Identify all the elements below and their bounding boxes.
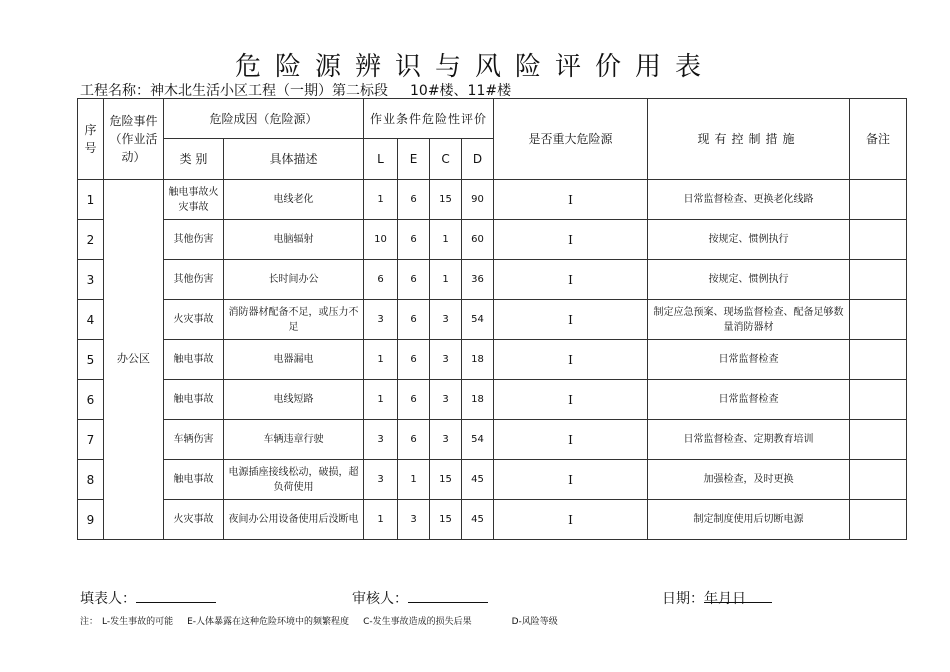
year-label: 年 <box>704 591 718 607</box>
row-control: 日常监督检查 <box>648 380 850 420</box>
row-seq: 5 <box>78 340 104 380</box>
row-category: 触电事故 <box>164 380 224 420</box>
table-row <box>78 300 907 340</box>
row-level: I <box>494 420 648 460</box>
row-C: 15 <box>430 460 462 500</box>
row-D: 54 <box>462 300 494 340</box>
row-C: 15 <box>430 180 462 220</box>
row-E: 6 <box>398 300 430 340</box>
row-remark <box>850 300 907 340</box>
row-description: 电线老化 <box>224 180 364 220</box>
row-E: 6 <box>398 180 430 220</box>
row-description: 电器漏电 <box>224 340 364 380</box>
row-level: I <box>494 300 648 340</box>
row-level: I <box>494 260 648 300</box>
project-name: 神木北生活小区工程（一期）第二标段 <box>150 83 388 99</box>
row-E: 6 <box>398 380 430 420</box>
project-label: 工程名称： <box>80 83 150 99</box>
date-field <box>662 588 746 608</box>
row-L: 3 <box>364 460 398 500</box>
day-label: 日 <box>732 591 746 607</box>
table-row <box>78 460 907 500</box>
filler-label: 填表人： <box>80 591 136 607</box>
month-label: 月 <box>718 591 732 607</box>
row-D: 36 <box>462 260 494 300</box>
row-remark <box>850 340 907 380</box>
header-evaluation: 作业条件危险性评价 <box>364 99 494 139</box>
row-control: 日常监督检查、更换老化线路 <box>648 180 850 220</box>
row-description: 消防器材配备不足，或压力不足 <box>224 300 364 340</box>
row-category: 其他伤害 <box>164 260 224 300</box>
row-category: 火灾事故 <box>164 500 224 540</box>
row-L: 1 <box>364 500 398 540</box>
row-E: 6 <box>398 260 430 300</box>
row-description: 车辆违章行驶 <box>224 420 364 460</box>
row-description: 电线短路 <box>224 380 364 420</box>
row-seq: 3 <box>78 260 104 300</box>
row-D: 54 <box>462 420 494 460</box>
row-L: 3 <box>364 420 398 460</box>
row-remark <box>850 420 907 460</box>
hazard-table <box>77 98 907 540</box>
row-level: I <box>494 340 648 380</box>
row-control: 制定制度使用后切断电源 <box>648 500 850 540</box>
reviewer-field <box>352 588 408 608</box>
note-L: L-发生事故的可能 <box>102 617 174 627</box>
row-level: I <box>494 180 648 220</box>
row-D: 60 <box>462 220 494 260</box>
header-cause: 危险成因（危险源） <box>164 99 364 139</box>
row-C: 3 <box>430 300 462 340</box>
page-title: 危险源辨识与风险评价用表 <box>234 52 715 82</box>
row-level: I <box>494 460 648 500</box>
row-remark <box>850 260 907 300</box>
table-row <box>78 180 907 220</box>
day-line[interactable] <box>732 588 772 603</box>
row-L: 6 <box>364 260 398 300</box>
row-description: 长时间办公 <box>224 260 364 300</box>
row-L: 10 <box>364 220 398 260</box>
header-D: D <box>462 139 494 180</box>
row-E: 6 <box>398 220 430 260</box>
row-remark <box>850 500 907 540</box>
row-control: 日常监督检查、定期教育培训 <box>648 420 850 460</box>
table-row <box>78 260 907 300</box>
row-level: I <box>494 500 648 540</box>
row-remark <box>850 180 907 220</box>
row-control: 按规定、惯例执行 <box>648 220 850 260</box>
row-category: 触电事故 <box>164 340 224 380</box>
note-E: E-人体暴露在这种危险环境中的频繁程度 <box>187 617 350 627</box>
row-E: 1 <box>398 460 430 500</box>
reviewer-label: 审核人： <box>352 591 408 607</box>
row-seq: 6 <box>78 380 104 420</box>
filler-field <box>80 588 136 608</box>
row-L: 3 <box>364 300 398 340</box>
header-E: E <box>398 139 430 180</box>
row-category: 触电事故火灾事故 <box>164 180 224 220</box>
header-control: 现有控制措施 <box>648 99 850 180</box>
row-category: 车辆伤害 <box>164 420 224 460</box>
row-seq: 1 <box>78 180 104 220</box>
row-D: 18 <box>462 380 494 420</box>
note-D: D-风险等级 <box>511 617 558 627</box>
row-L: 1 <box>364 380 398 420</box>
row-D: 90 <box>462 180 494 220</box>
row-level: I <box>494 380 648 420</box>
header-remark: 备注 <box>850 99 907 180</box>
row-control: 加强检查，及时更换 <box>648 460 850 500</box>
row-remark <box>850 220 907 260</box>
row-remark <box>850 380 907 420</box>
row-L: 1 <box>364 340 398 380</box>
header-event: 危险事件（作业活动） <box>104 99 164 180</box>
header-C: C <box>430 139 462 180</box>
row-seq: 8 <box>78 460 104 500</box>
legend-note <box>80 614 572 627</box>
header-L: L <box>364 139 398 180</box>
row-seq: 9 <box>78 500 104 540</box>
area-cell: 办公区 <box>104 180 164 540</box>
row-control: 制定应急预案、现场监督检查、配备足够数量消防器材 <box>648 300 850 340</box>
row-control: 按规定、惯例执行 <box>648 260 850 300</box>
row-category: 其他伤害 <box>164 220 224 260</box>
row-description: 夜间办公用设备使用后没断电 <box>224 500 364 540</box>
row-E: 3 <box>398 500 430 540</box>
row-seq: 7 <box>78 420 104 460</box>
row-seq: 2 <box>78 220 104 260</box>
row-description: 电脑辐射 <box>224 220 364 260</box>
row-C: 3 <box>430 380 462 420</box>
row-L: 1 <box>364 180 398 220</box>
date-label: 日期： <box>662 591 704 607</box>
row-C: 1 <box>430 220 462 260</box>
note-C: C-发生事故造成的损失后果 <box>363 617 472 627</box>
row-C: 3 <box>430 420 462 460</box>
header-description: 具体描述 <box>224 139 364 180</box>
row-C: 15 <box>430 500 462 540</box>
reviewer-line[interactable] <box>408 588 488 603</box>
table-row <box>78 220 907 260</box>
row-control: 日常监督检查 <box>648 340 850 380</box>
row-E: 6 <box>398 340 430 380</box>
row-category: 触电事故 <box>164 460 224 500</box>
note-prefix: 注： <box>80 617 99 627</box>
project-buildings: 10#楼、11#楼 <box>410 83 512 99</box>
row-description: 电源插座接线松动，破损，超负荷使用 <box>224 460 364 500</box>
row-C: 3 <box>430 340 462 380</box>
header-seq: 序号 <box>78 99 104 180</box>
row-C: 1 <box>430 260 462 300</box>
project-info <box>80 80 511 100</box>
row-D: 18 <box>462 340 494 380</box>
table-row <box>78 380 907 420</box>
row-remark <box>850 460 907 500</box>
table-row <box>78 340 907 380</box>
header-category: 类 别 <box>164 139 224 180</box>
filler-line[interactable] <box>136 588 216 603</box>
header-major: 是否重大危险源 <box>494 99 648 180</box>
row-D: 45 <box>462 500 494 540</box>
row-E: 6 <box>398 420 430 460</box>
row-seq: 4 <box>78 300 104 340</box>
table-row <box>78 420 907 460</box>
table-row <box>78 500 907 540</box>
row-level: I <box>494 220 648 260</box>
row-D: 45 <box>462 460 494 500</box>
row-category: 火灾事故 <box>164 300 224 340</box>
